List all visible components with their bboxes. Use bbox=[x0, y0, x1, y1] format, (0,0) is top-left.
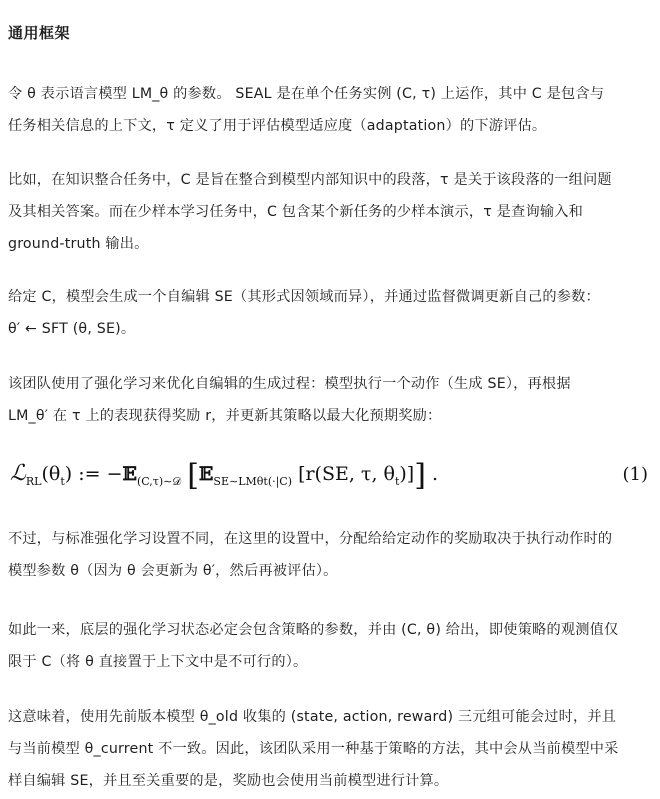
outer-expectation-subscript: (C,τ)∼𝒟 bbox=[136, 474, 182, 488]
reward-term: [r(SE, τ, θ bbox=[298, 463, 395, 485]
text-line: 令 θ 表示语言模型 LM_θ 的参数。 SEAL 是在单个任务实例 (C, τ) 上运作，其中 C 是包含与 bbox=[8, 86, 605, 102]
text-line: θ′ ← SFT (θ, SE)。 bbox=[8, 321, 136, 337]
equation-block bbox=[8, 450, 656, 500]
loss-argument: (θ bbox=[41, 463, 61, 485]
text-line: 该团队使用了强化学习来优化自编辑的生成过程：模型执行一个动作（生成 SE），再根据 bbox=[8, 376, 571, 392]
text-line: 任务相关信息的上下文，τ 定义了用于评估模型适应度（adaptation）的下游评估。 bbox=[8, 118, 547, 134]
paragraph-2 bbox=[8, 164, 656, 260]
text-line: 与当前模型 θ_current 不一致。因此，该团队采用一种基于策略的方法，其中会从当前模型中采 bbox=[8, 741, 619, 757]
reward-term-subscript: t bbox=[394, 474, 400, 488]
paragraph-7 bbox=[8, 701, 656, 797]
text-line: 给定 C，模型会生成一个自编辑 SE（其形式因领域而异），并通过监督微调更新自己的参数： bbox=[8, 289, 600, 305]
text-line: 限于 C（将 θ 直接置于上下文中是不可行的）。 bbox=[8, 654, 308, 670]
text-line: 这意味着，使用先前版本模型 θ_old 收集的 (state, action, reward) 三元组可能会过时，并且 bbox=[8, 709, 617, 725]
loss-argument-subscript: t bbox=[60, 474, 65, 488]
text-line: ground-truth 输出。 bbox=[8, 236, 149, 252]
paragraph-4 bbox=[8, 368, 656, 432]
equation-formula bbox=[10, 458, 438, 493]
close-bracket: ] bbox=[414, 458, 426, 493]
inner-expectation-subscript-theta: θt bbox=[256, 474, 268, 488]
text-line: 如此一来，底层的强化学习状态必定会包含策略的参数，并由 (C, θ) 给出，即使策略的观测值仅 bbox=[8, 622, 619, 638]
equation-number: (1) bbox=[622, 464, 648, 485]
loss-argument-close: ) bbox=[64, 463, 73, 485]
section-heading: 通用框架 bbox=[8, 24, 71, 42]
text-line: 及其相关答案。而在少样本学习任务中，C 包含某个新任务的少样本演示，τ 是查询输入和 bbox=[8, 204, 583, 220]
text-line: 样自编辑 SE，并且至关重要的是，奖励也会使用当前模型进行计算。 bbox=[8, 773, 449, 789]
paragraph-3 bbox=[8, 281, 656, 345]
paragraph-5 bbox=[8, 523, 656, 587]
outer-expectation: 𝔼 bbox=[122, 463, 137, 485]
reward-term-close: )] bbox=[399, 463, 415, 485]
text-line: LM_θ′ 在 τ 上的表现获得奖励 r，并更新其策略以最大化预期奖励： bbox=[8, 408, 442, 424]
text-line: 比如，在知识整合任务中，C 是旨在整合到模型内部知识中的段落，τ 是关于该段落的一组问题 bbox=[8, 172, 612, 188]
open-bracket: [ bbox=[187, 458, 199, 493]
inner-expectation-subscript-cond: (·|C) bbox=[267, 474, 293, 488]
paragraph-6 bbox=[8, 614, 656, 678]
assign-operator: := − bbox=[78, 463, 123, 485]
inner-expectation-subscript: SE∼LM bbox=[213, 474, 257, 488]
inner-expectation: 𝔼 bbox=[198, 463, 214, 485]
text-line: 模型参数 θ（因为 θ 会更新为 θ′，然后再被评估）。 bbox=[8, 563, 338, 579]
loss-subscript: RL bbox=[25, 474, 42, 488]
paragraph-1 bbox=[8, 78, 656, 142]
text-line: 不过，与标准强化学习设置不同，在这里的设置中，分配给给定动作的奖励取决于执行动作时的 bbox=[8, 531, 613, 547]
loss-symbol: ℒ bbox=[10, 461, 26, 486]
equation-period: . bbox=[431, 463, 439, 485]
